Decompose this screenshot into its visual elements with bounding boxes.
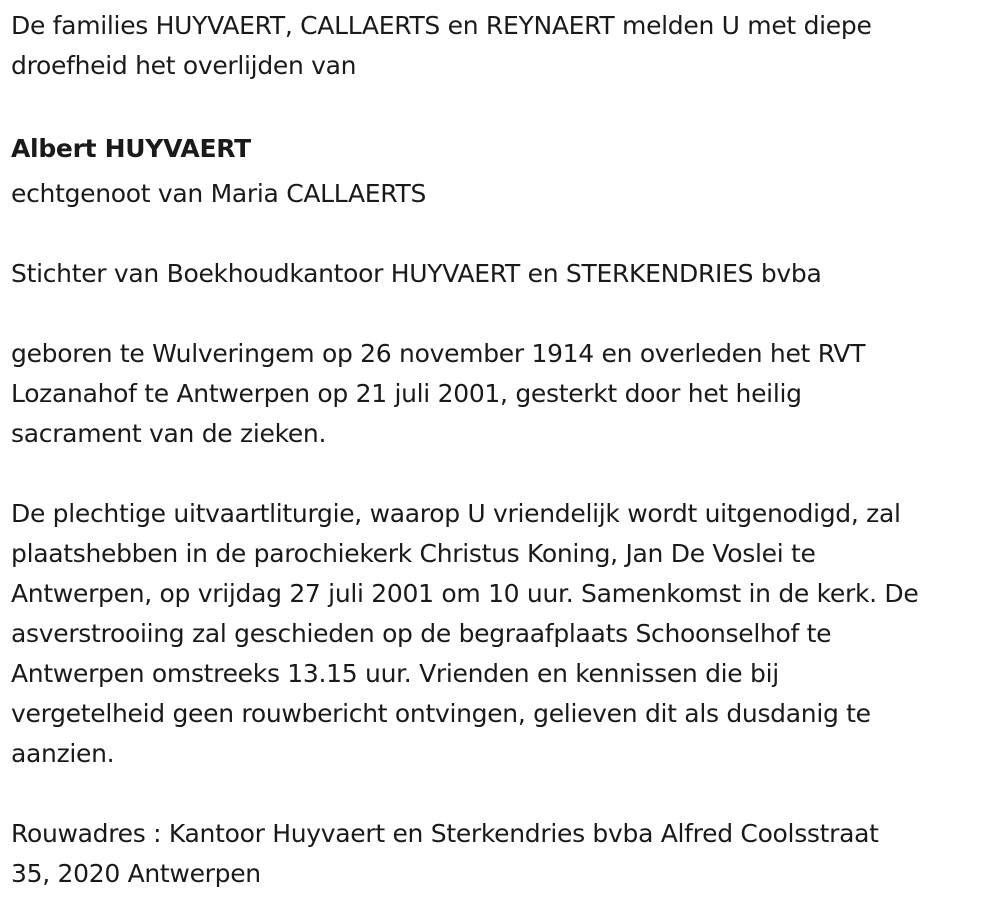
mourning-address-paragraph [11,814,996,894]
funeral-line: Antwerpen, op vrijdag 27 juli 2001 om 10 uur. Samenkomst in de kerk. De [11,579,919,608]
birth-death-line: Lozanahof te Antwerpen op 21 juli 2001, gesterkt door het heilig [11,379,802,408]
funeral-line: Antwerpen omstreeks 13.15 uur. Vrienden en kennissen die bij [11,659,779,688]
funeral-paragraph [11,494,996,774]
spouse-line: echtgenoot van Maria CALLAERTS [11,179,427,208]
funeral-line: asverstrooiing zal geschieden op de begraafplaats Schoonselhof te [11,619,832,648]
spacer [11,86,996,126]
intro-line: De families HUYVAERT, CALLAERTS en REYNAERT melden U met diepe [11,11,872,40]
obituary-notice [11,6,996,894]
mourning-address-line: 35, 2020 Antwerpen [11,859,261,888]
mourning-address-line: Rouwadres : Kantoor Huyvaert en Sterkendries bvba Alfred Coolsstraat [11,819,879,848]
funeral-line: aanzien. [11,739,115,768]
intro-paragraph [11,6,996,86]
spacer [11,214,996,254]
spacer [11,454,996,494]
funeral-line: De plechtige uitvaartliturgie, waarop U vriendelijk wordt uitgenodigd, zal [11,499,901,528]
funeral-line: plaatshebben in de parochiekerk Christus Koning, Jan De Voslei te [11,539,816,568]
birth-death-line: geboren te Wulveringem op 26 november 1914 en overleden het RVT [11,339,866,368]
birth-death-paragraph [11,334,996,454]
founder-line: Stichter van Boekhoudkantoor HUYVAERT en STERKENDRIES bvba [11,259,822,288]
funeral-line: vergetelheid geen rouwbericht ontvingen, gelieven dit als dusdanig te [11,699,871,728]
deceased-name: Albert HUYVAERT [11,134,251,163]
intro-line: droefheid het overlijden van [11,51,357,80]
spacer [11,774,996,814]
spacer [11,294,996,334]
birth-death-line: sacrament van de zieken. [11,419,327,448]
